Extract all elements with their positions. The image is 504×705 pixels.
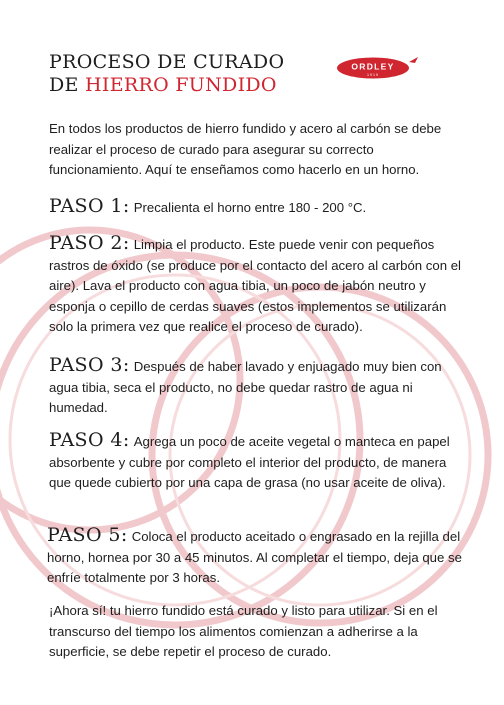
step-2-label: PASO 2: — [49, 232, 130, 254]
page-title — [49, 51, 284, 97]
step-3-text: Después de haber lavado y enjuagado muy bien con agua tibia, seca el producto, no debe quedar rastro de agua ni humedad. — [49, 359, 442, 415]
intro-paragraph: En todos los productos de hierro fundido y acero al carbón se debe realizar el proceso de curado para asegurar su correcto funcionamiento. Aquí te enseñamos como hacerlo en un horno. — [49, 121, 442, 177]
step-1-text: Precalienta el horno entre 180 - 200 °C. — [133, 200, 367, 215]
step-4-label: PASO 4: — [49, 429, 130, 451]
step-4 — [49, 430, 469, 494]
logo-brand-text: ORDLEY — [351, 61, 395, 72]
step-5-label: PASO 5: — [47, 524, 128, 546]
step-1-label: PASO 1: — [49, 195, 130, 217]
logo-handle-icon — [409, 57, 418, 63]
closing-paragraph: ¡Ahora sí! tu hierro fundido está curado y listo para utilizar. Si en el transcurso del tiempo los alimentos comienzan a adherirse a la superficie, se debe repetir el proceso de curado. — [49, 603, 438, 659]
step-2 — [49, 233, 469, 338]
step-5-text: Coloca el producto aceitado o engrasado en la rejilla del horno, hornea por 30 a 45 minutos. Al completar el tiempo, deja que se enfríe totalmente por 3 horas. — [47, 529, 462, 585]
step-4-text: Agrega un poco de aceite vegetal o manteca en papel absorbente y cubre por completo el interior del producto, de manera que quede cubierto por una capa de grasa (no usar aceite de oliva). — [49, 434, 450, 490]
logo-year-text: 1919 — [367, 73, 379, 77]
step-2-text: Limpia el producto. Este puede venir con pequeños rastros de óxido (se produce por el contacto del acero al carbón con el aire). Lava el producto con agua tibia, un poco de jabón neutro y esponja o cepillo de cerdas suaves (estos implementos se utilizarán solo la primera vez que realice el proceso de curado). — [49, 237, 461, 334]
step-3 — [49, 355, 469, 419]
step-3-label: PASO 3: — [49, 354, 130, 376]
title-line-2-accent: HIERRO FUNDIDO — [85, 74, 277, 96]
step-1 — [49, 196, 469, 219]
ordley-logo — [329, 55, 421, 81]
step-5 — [47, 525, 467, 589]
title-line-2-prefix: DE — [49, 74, 86, 96]
title-line-1: PROCESO DE CURADO — [49, 51, 285, 73]
